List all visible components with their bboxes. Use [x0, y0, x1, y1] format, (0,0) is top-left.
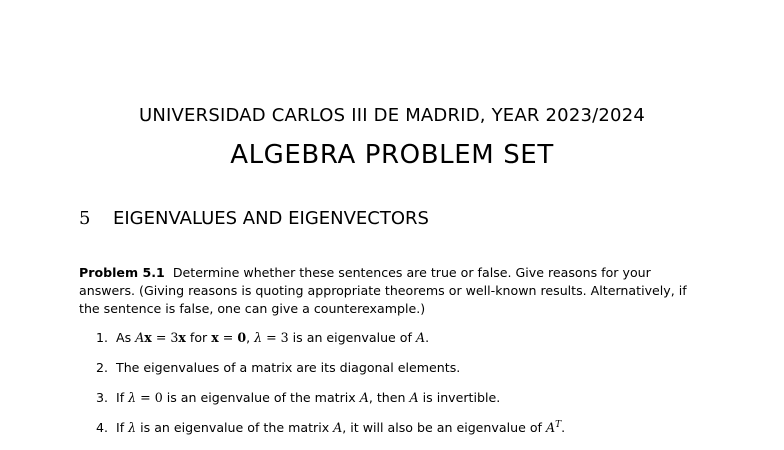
math-symbol: λ [254, 330, 263, 345]
list-item [96, 420, 736, 450]
math-expression: = 3 [262, 330, 289, 345]
section-title: EIGENVALUES AND EIGENVECTORS [113, 208, 429, 229]
math-symbol: A [545, 420, 556, 436]
math-vector: x [211, 330, 219, 345]
problem-text: Determine whether these sentences are true or false. Give reasons for your answers. (Giving reasons is quoting appropriate theorems or well-known results. Alternatively, if the sentence is false, one can give a counterexample.) [79, 265, 687, 316]
math-symbol: λ [128, 420, 137, 436]
problem-label: Problem 5.1 [79, 265, 165, 280]
math-expression: = 3 [151, 330, 179, 345]
text-run: , [246, 330, 255, 345]
text-run: is an eigenvalue of the matrix [162, 390, 360, 405]
section-number: 5 [79, 208, 91, 229]
text-run: is an eigenvalue of the matrix [136, 420, 334, 436]
math-symbol: A [135, 330, 145, 345]
math-superscript: T [555, 420, 562, 430]
section-heading [79, 208, 429, 229]
list-item-index: 4. [96, 420, 109, 436]
university-header: UNIVERSIDAD CARLOS III DE MADRID, YEAR 2023/2024 [138, 105, 646, 126]
document-title: ALGEBRA PROBLEM SET [230, 140, 554, 170]
math-expression: = 0 [136, 390, 163, 405]
math-vector: 0 [237, 330, 247, 345]
problem-statement [79, 264, 689, 318]
math-vector: x [144, 330, 152, 345]
math-symbol: A [415, 330, 426, 345]
list-item-text [116, 330, 429, 345]
text-run: As [116, 330, 136, 345]
text-run: If [116, 420, 129, 436]
text-run: , it will also be an eigenvalue of [342, 420, 546, 436]
text-run: is an eigenvalue of [288, 330, 416, 345]
math-vector: x [178, 330, 186, 345]
problem-items-list [96, 330, 736, 450]
math-symbol: A [359, 390, 369, 405]
list-item-text [116, 390, 500, 405]
text-run: is invertible. [418, 390, 501, 405]
list-item-index: 3. [96, 390, 109, 405]
list-item [96, 360, 736, 390]
math-symbol: λ [128, 390, 137, 405]
list-item [96, 330, 736, 360]
list-item-text [116, 420, 565, 435]
text-run: , then [368, 390, 410, 405]
text-run: for [185, 330, 212, 345]
math-expression: = [218, 330, 238, 345]
text-run: . [561, 420, 566, 436]
math-symbol: A [409, 390, 419, 405]
list-item-index: 1. [96, 330, 109, 345]
list-item [96, 390, 736, 420]
list-item-text: The eigenvalues of a matrix are its diagonal elements. [116, 360, 461, 375]
list-item-index: 2. [96, 360, 109, 375]
math-symbol: A [333, 420, 343, 436]
text-run: If [116, 390, 129, 405]
text-run: . [425, 330, 430, 345]
